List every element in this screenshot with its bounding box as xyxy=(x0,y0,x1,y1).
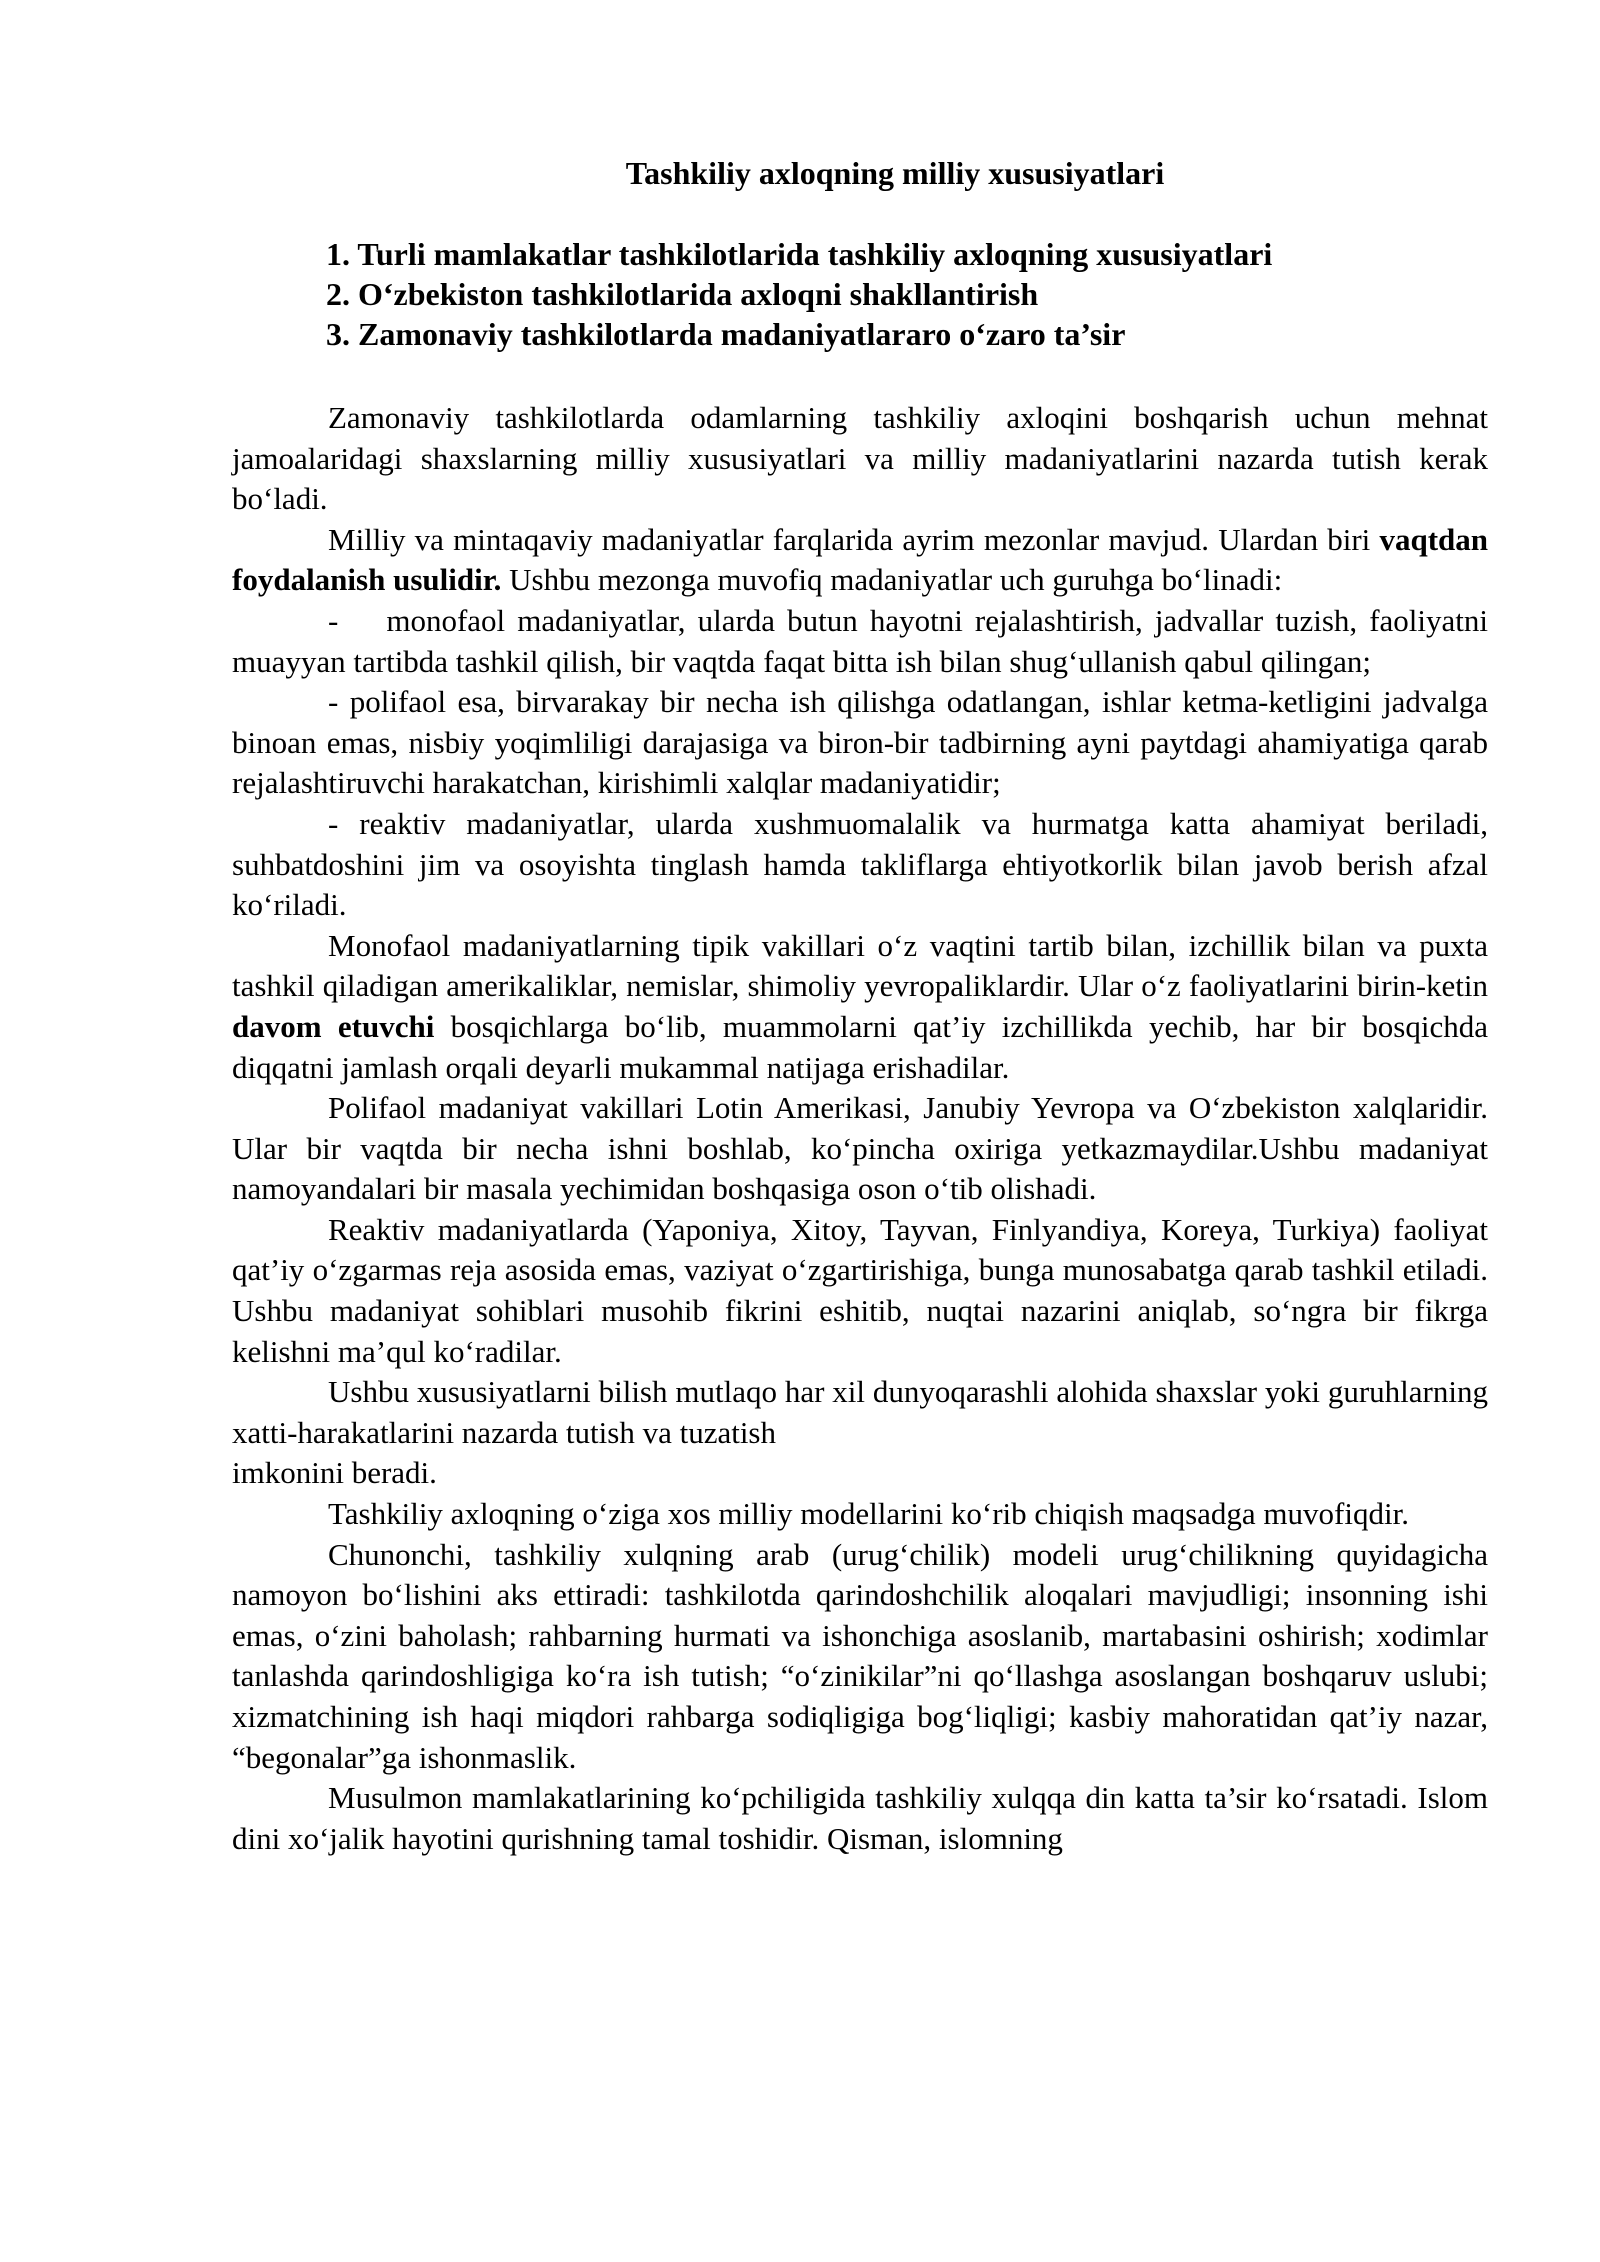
paragraph-knowledge: Ushbu xususiyatlarni bilish mutlaqo har xil dunyoqarashli alohida shaxslar yoki guruhlarning xatti-harakatlarini nazarda tutish va tuzatish xyxy=(232,1374,1488,1450)
emphasis-text: davom etuvchi xyxy=(232,1008,435,1044)
paragraph-polifaol-representatives: Polifaol madaniyat vakillari Lotin Amerikasi, Janubiy Yevropa va O‘zbekiston xalqlaridir. Ular bir vaqtda bir necha ishni boshlab, ko‘pincha oxiriga yetkazmaydilar.Ushbu madaniyat namoyandalari bir masala yechimidan boshqasiga oson o‘tib olishadi. xyxy=(232,1090,1488,1207)
list-item-text: monofaol madaniyatlar, ularda butun hayotni rejalashtirish, jadvallar tuzish, faoliyatni muayyan tartibda tashkil qilish, bir vaqtda faqat bitta ish bilan shug‘ullanish qabul qilingan; xyxy=(232,602,1488,679)
plan-item: 1. Turli mamlakatlar tashkilotlarida tashkiliy axloqning xususiyatlari xyxy=(326,236,1273,272)
document-title: Tashkiliy axloqning milliy xususiyatlari xyxy=(625,155,1165,191)
plan-item: 2. O‘zbekiston tashkilotlarida axloqni shakllantirish xyxy=(326,276,1039,312)
paragraph-reaktiv-cultures: Reaktiv madaniyatlarda (Yaponiya, Xitoy, Tayvan, Finlyandiya, Koreya, Turkiya) faoliyat qat’iy o‘zgarmas reja asosida emas, vaziyat o‘zgartirishiga, bunga munosabatga qarab tashkil etiladi. Ushbu madaniyat sohiblari musohib fikrini eshitib, nuqtai nazarini aniqlab, so‘ngra bir fikrga kelishni ma’qul ko‘radilar. xyxy=(232,1211,1488,1369)
plan-list xyxy=(326,234,1272,354)
paragraph-intro: Zamonaviy tashkilotlarda odamlarning tashkiliy axloqini boshqarish uchun mehnat jamoalaridagi shaxslarning milliy xususiyatlari va milliy madaniyatlarini nazarda tutish kerak bo‘ladi. xyxy=(232,400,1488,517)
list-item-polifaol: - polifaol esa, birvarakay bir necha ish qilishga odatlangan, ishlar ketma-ketligini jadvalga binoan emas, nisbiy yoqimliligi darajasiga va biron-bir tadbirning ayni paytdagi ahamiyatiga qarab rejalashtiruvchi harakatchan, kirishimli xalqlar madaniyatidir; xyxy=(232,684,1488,801)
paragraph-arab-model: Chunonchi, tashkiliy xulqning arab (urug‘chilik) modeli urug‘chilikning quyidagicha namoyon bo‘lishini aks ettiradi: tashkilotda qarindoshchilik aloqalari mavjudligi; insonning ishi emas, o‘zini baholash; rahbarning hurmati va ishonchiga asoslanib, martabasini oshirish; xodimlar tanlashda qarindoshligiga ko‘ra ish tutish; “o‘zinikilar”ni qo‘llashga asoslangan boshqaruv uslubi; xizmatchining ish haqi miqdori rahbarga sodiqligiga bog‘liqligi; kasbiy mahoratidan qat’iy nazar, “begonalar”ga ishonmaslik. xyxy=(232,1536,1488,1775)
emphasis-text: vaqtdan foydalanish usulidir. xyxy=(232,521,1488,598)
list-item-monofaol xyxy=(232,601,1488,682)
body-text xyxy=(232,398,1488,1859)
paragraph-religion: Musulmon mamlakatlarining ko‘pchiligida tashkiliy xulqqa din katta ta’sir ko‘rsatadi. Islom dini xo‘jalik hayotini qurishning tamal toshidir. Qisman, islomning xyxy=(232,1780,1488,1856)
paragraph-text: Milliy va mintaqaviy madaniyatlar farqlarida ayrim mezonlar mavjud. Ulardan biri xyxy=(328,521,1380,557)
paragraph-text: Ushbu mezonga muvofiq madaniyatlar uch guruhga bo‘linadi: xyxy=(501,562,1283,598)
list-dash: - xyxy=(328,602,339,638)
paragraph-criteria xyxy=(232,520,1488,601)
list-item-reaktiv: - reaktiv madaniyatlar, ularda xushmuomalalik va hurmatga katta ahamiyat beriladi, suhbatdoshini jim va osoyishta tinglash hamda takliflarga ehtiyotkorlik bilan javob berish afzal ko‘riladi. xyxy=(232,805,1488,923)
paragraph-text: Monofaol madaniyatlarning tipik vakillari o‘z vaqtini tartib bilan, izchillik bilan va puxta tashkil qiladigan amerikaliklar, nemislar, shimoliy yevropaliklardir. Ular o‘z faoliyatlarini birin-ketin xyxy=(232,927,1488,1004)
paragraph-national-models: Tashkiliy axloqning o‘ziga xos milliy modellarini ko‘rib chiqish maqsadga muvofiqdir. xyxy=(328,1496,1409,1532)
paragraph-text: bosqichlarga bo‘lib, muammolarni qat’iy izchillikda yechib, har bir bosqichda diqqatni jamlash orqali deyarli mukammal natijaga erishadilar. xyxy=(232,1008,1489,1085)
paragraph-knowledge-continued: imkonini beradi. xyxy=(232,1455,437,1491)
plan-item: 3. Zamonaviy tashkilotlarda madaniyatlararo o‘zaro ta’sir xyxy=(326,316,1126,352)
paragraph-monofaol-representatives xyxy=(232,926,1488,1088)
